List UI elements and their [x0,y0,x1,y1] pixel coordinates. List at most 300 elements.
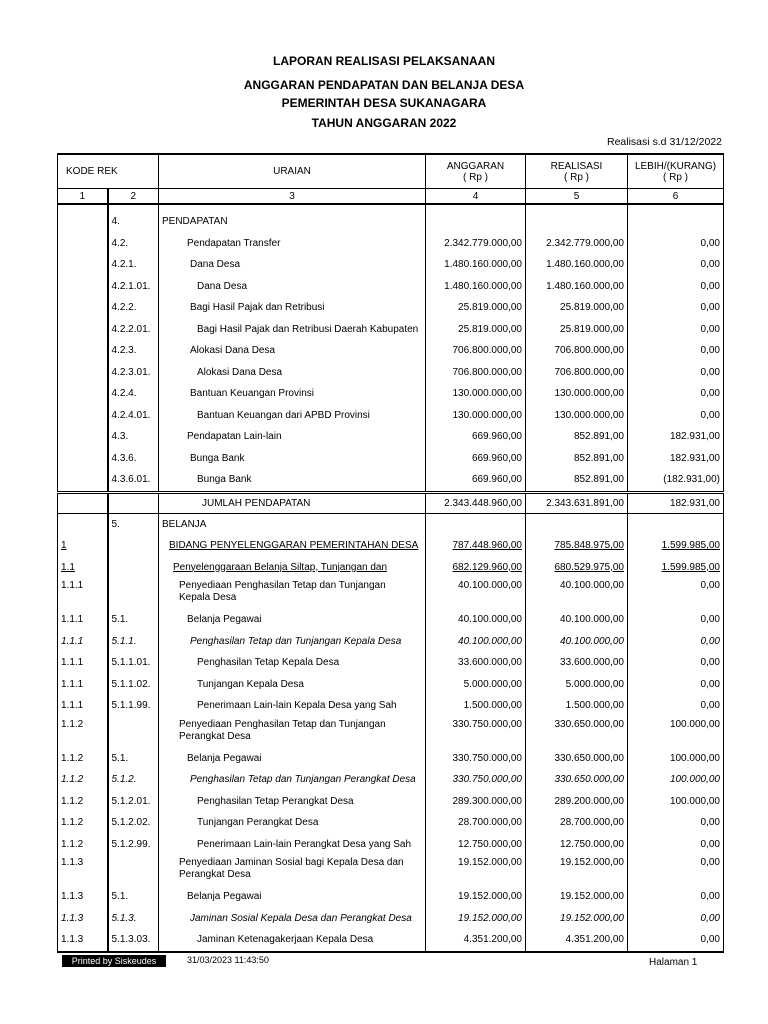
anggaran-text: 25.819.000,00 [458,302,522,314]
cell-kode-rek-1 [58,492,108,513]
kode-rek-2-text: 5.1.2.02. [111,817,151,829]
cell-anggaran [426,448,526,470]
cell-anggaran [426,695,526,717]
realisasi-text: 130.000.000,00 [554,388,624,400]
cell-kode-rek-2 [108,791,159,813]
cell-uraian [159,609,426,631]
cell-anggaran [426,855,526,886]
cell-realisasi [526,717,628,748]
anggaran-text: 130.000.000,00 [452,388,522,400]
cell-lebih-kurang [628,886,724,908]
header-kode-rek: KODE REK [58,154,159,189]
lebih-kurang-text: 100.000,00 [669,795,720,807]
cell-uraian [159,469,426,492]
realisasi-text: 25.819.000,00 [560,302,624,314]
uraian-text: PENDAPATAN [162,216,228,228]
cell-anggaran [426,340,526,362]
kode-rek-2-text: 4.3.6. [111,452,137,464]
cell-kode-rek-2 [108,204,159,233]
kode-rek-2-text: 5.1.2. [111,774,137,786]
anggaran-text: 5.000.000,00 [463,678,522,690]
cell-kode-rek-2 [108,717,159,748]
cell-uraian [159,448,426,470]
cell-realisasi [526,886,628,908]
cell-anggaran [426,254,526,276]
cell-kode-rek-1 [58,812,108,834]
cell-realisasi [526,855,628,886]
anggaran-text: 19.152.000,00 [458,891,522,903]
lebih-kurang-text: 0,00 [700,817,720,829]
realisasi-text: 1.480.160.000,00 [546,280,624,292]
cell-lebih-kurang [628,908,724,930]
anggaran-text: 25.819.000,00 [458,323,522,335]
lebih-kurang-text: 0,00 [700,259,720,271]
realisasi-text: 852.891,00 [573,431,624,443]
table-row [58,362,724,384]
lebih-kurang-text: 182.931,00 [669,452,720,464]
cell-realisasi [526,834,628,856]
table-row [58,717,724,748]
cell-kode-rek-1 [58,791,108,813]
cell-kode-rek-2 [108,405,159,427]
cell-lebih-kurang [628,769,724,791]
lebih-kurang-text: 0,00 [700,934,720,946]
uraian-text: Alokasi Dana Desa [190,345,276,357]
printed-by-label: Printed by Siskeudes [62,955,166,967]
cell-anggaran [426,492,526,513]
kode-rek-1-text: 1.1 [61,561,75,573]
kode-rek-2-text: 4.2. [111,237,129,249]
cell-kode-rek-2 [108,469,159,492]
header-realisasi-label: REALISASI [550,160,603,172]
cell-kode-rek-2 [108,578,159,609]
kode-rek-2-text: 4.3.6.01. [111,474,151,486]
col-num-3: 3 [159,189,426,205]
anggaran-text: 787.448.960,00 [452,540,522,552]
col-num-5: 5 [526,189,628,205]
cell-anggaran [426,717,526,748]
uraian-text: Bunga Bank [197,474,252,486]
cell-lebih-kurang [628,717,724,748]
print-datetime: 31/03/2023 11:43:50 [187,955,269,965]
cell-lebih-kurang [628,652,724,674]
cell-kode-rek-2 [108,233,159,255]
anggaran-text: 1.480.160.000,00 [444,280,522,292]
cell-kode-rek-1 [58,362,108,384]
uraian-text: Dana Desa [190,259,241,271]
kode-rek-1-text: 1.1.2 [61,795,84,807]
table-row [58,578,724,609]
cell-uraian [159,695,426,717]
cell-lebih-kurang [628,448,724,470]
cell-uraian [159,276,426,298]
kode-rek-1-text: 1.1.1 [61,700,84,712]
anggaran-text: 706.800.000,00 [452,366,522,378]
cell-realisasi [526,535,628,557]
kode-rek-2-text: 5.1.1.02. [111,678,151,690]
kode-rek-1-text: 1.1.3 [61,934,84,946]
cell-realisasi [526,578,628,609]
uraian-text: Penyediaan Penghasilan Tetap dan Tunjangan Kepala Desa [179,580,386,603]
cell-lebih-kurang [628,812,724,834]
cell-kode-rek-2 [108,276,159,298]
kode-rek-1-text: 1.1.2 [61,817,84,829]
cell-kode-rek-1 [58,276,108,298]
cell-realisasi [526,908,628,930]
cell-realisasi [526,233,628,255]
kode-rek-2-text: 5.1.2.99. [111,838,151,850]
cell-kode-rek-2 [108,695,159,717]
report-table [57,153,724,953]
cell-kode-rek-2 [108,426,159,448]
realisasi-text: 40.100.000,00 [560,580,624,591]
cell-anggaran [426,297,526,319]
realisasi-text: 2.343.631.891,00 [546,497,624,509]
realisasi-text: 25.819.000,00 [560,323,624,335]
cell-realisasi [526,297,628,319]
uraian-text: Belanja Pegawai [187,614,262,626]
cell-kode-rek-1 [58,929,108,952]
cell-uraian [159,834,426,856]
cell-kode-rek-2 [108,652,159,674]
uraian-text: Penghasilan Tetap Kepala Desa [197,657,340,669]
cell-realisasi [526,674,628,696]
anggaran-text: 12.750.000,00 [458,838,522,850]
cell-kode-rek-2 [108,929,159,952]
report-title-2: ANGGARAN PENDAPATAN DAN BELANJA DESA [243,78,525,92]
table-row [58,319,724,341]
cell-kode-rek-2 [108,383,159,405]
cell-realisasi [526,609,628,631]
realisasi-text: 33.600.000,00 [560,657,624,669]
cell-lebih-kurang [628,254,724,276]
cell-anggaran [426,748,526,770]
kode-rek-2-text: 4.2.4. [111,388,137,400]
realisasi-text: 4.351.200,00 [565,934,624,946]
cell-lebih-kurang [628,297,724,319]
cell-realisasi [526,254,628,276]
cell-anggaran [426,362,526,384]
cell-kode-rek-2 [108,535,159,557]
cell-kode-rek-1 [58,834,108,856]
lebih-kurang-text: 1.599.985,00 [661,540,720,552]
page-number: Halaman 1 [649,957,698,968]
cell-kode-rek-2 [108,674,159,696]
cell-lebih-kurang [628,791,724,813]
realisasi-text: 785.848.975,00 [554,540,624,552]
cell-kode-rek-1 [58,254,108,276]
table-row [58,254,724,276]
cell-kode-rek-1 [58,383,108,405]
kode-rek-1-text: 1.1.2 [61,752,84,764]
cell-kode-rek-1 [58,340,108,362]
kode-rek-2-text: 4.2.4.01. [111,409,151,421]
cell-realisasi [526,631,628,653]
uraian-text: Penerimaan Lain-lain Perangkat Desa yang Sah [197,838,412,850]
cell-kode-rek-2 [108,362,159,384]
table-row [58,812,724,834]
cell-kode-rek-2 [108,834,159,856]
cell-anggaran [426,631,526,653]
cell-uraian [159,362,426,384]
anggaran-text: 2.342.779.000,00 [444,237,522,249]
cell-anggaran [426,535,526,557]
cell-realisasi [526,791,628,813]
cell-lebih-kurang [628,319,724,341]
anggaran-text: 682.129.960,00 [452,561,522,573]
cell-uraian [159,812,426,834]
kode-rek-2-text: 5. [111,518,120,530]
realisasi-text: 28.700.000,00 [560,817,624,829]
report-title-4: TAHUN ANGGARAN 2022 [311,116,457,130]
cell-anggaran [426,886,526,908]
realisasi-text: 1.500.000,00 [565,700,624,712]
report-title-3: PEMERINTAH DESA SUKANAGARA [281,96,487,110]
cell-uraian [159,791,426,813]
cell-kode-rek-1 [58,886,108,908]
header-anggaran [426,154,526,189]
uraian-text: Bantuan Keuangan Provinsi [190,388,314,400]
cell-lebih-kurang [628,929,724,952]
realisasi-text: 19.152.000,00 [560,891,624,903]
uraian-text: Bagi Hasil Pajak dan Retribusi [190,302,325,314]
lebih-kurang-text: 0,00 [700,280,720,292]
uraian-text: Penghasilan Tetap Perangkat Desa [197,795,354,807]
anggaran-text: 19.152.000,00 [458,857,522,868]
cell-anggaran [426,652,526,674]
anggaran-text: 330.750.000,00 [452,752,522,764]
cell-anggaran [426,319,526,341]
cell-anggaran [426,513,526,535]
cell-realisasi [526,748,628,770]
uraian-text: Bantuan Keuangan dari APBD Provinsi [197,409,370,421]
kode-rek-1-text: 1.1.1 [61,580,84,591]
cell-realisasi [526,426,628,448]
table-row [58,886,724,908]
anggaran-text: 130.000.000,00 [452,409,522,421]
anggaran-text: 669.960,00 [471,452,522,464]
header-anggaran-unit: ( Rp ) [463,171,488,183]
cell-anggaran [426,578,526,609]
anggaran-text: 4.351.200,00 [463,934,522,946]
cell-anggaran [426,791,526,813]
realisasi-text: 12.750.000,00 [560,838,624,850]
cell-kode-rek-1 [58,204,108,233]
cell-lebih-kurang [628,426,724,448]
kode-rek-2-text: 5.1. [111,752,129,764]
kode-rek-1-text: 1.1.3 [61,891,84,903]
header-uraian: URAIAN [159,154,426,189]
cell-lebih-kurang [628,204,724,233]
realisasi-text: 2.342.779.000,00 [546,237,624,249]
realisasi-text: 852.891,00 [573,474,624,486]
cell-anggaran [426,204,526,233]
lebih-kurang-text: 0,00 [700,635,720,647]
lebih-kurang-text: (182.931,00) [663,474,720,486]
cell-lebih-kurang [628,492,724,513]
kode-rek-2-text: 4.2.1.01. [111,280,151,292]
header-lebih-label: LEBIH/(KURANG) [634,160,717,172]
cell-uraian [159,908,426,930]
uraian-text: Alokasi Dana Desa [197,366,283,378]
anggaran-text: 330.750.000,00 [452,718,522,730]
cell-uraian [159,652,426,674]
kode-rek-2-text: 4.2.3. [111,345,137,357]
table-row [58,340,724,362]
uraian-text: Dana Desa [197,280,248,292]
cell-kode-rek-2 [108,448,159,470]
cell-anggaran [426,812,526,834]
cell-realisasi [526,929,628,952]
cell-kode-rek-1 [58,631,108,653]
cell-kode-rek-1 [58,233,108,255]
table-row [58,791,724,813]
realisasi-text: 680.529.975,00 [554,561,624,573]
cell-kode-rek-1 [58,578,108,609]
realisasi-text: 1.480.160.000,00 [546,259,624,271]
kode-rek-2-text: 4.2.3.01. [111,366,151,378]
cell-realisasi [526,812,628,834]
table-row [58,383,724,405]
cell-lebih-kurang [628,631,724,653]
kode-rek-2-text: 4. [111,216,120,228]
lebih-kurang-text: 0,00 [700,302,720,314]
cell-kode-rek-1 [58,426,108,448]
kode-rek-1-text: 1.1.2 [61,774,84,786]
cell-anggaran [426,609,526,631]
kode-rek-2-text: 5.1.1.99. [111,700,151,712]
realisasi-text: 5.000.000,00 [565,678,624,690]
cell-kode-rek-1 [58,717,108,748]
cell-kode-rek-2 [108,855,159,886]
realisasi-date: Realisasi s.d 31/12/2022 [607,136,722,148]
cell-lebih-kurang [628,469,724,492]
cell-uraian [159,340,426,362]
cell-lebih-kurang [628,513,724,535]
cell-uraian [159,717,426,748]
header-anggaran-label: ANGGARAN [446,160,505,172]
cell-uraian [159,297,426,319]
cell-realisasi [526,652,628,674]
cell-realisasi [526,319,628,341]
realisasi-text: 40.100.000,00 [560,614,624,626]
uraian-text: Penyelenggaraan Belanja Siltap, Tunjangan dan [173,561,388,573]
anggaran-text: 40.100.000,00 [458,614,522,626]
table-row [58,674,724,696]
anggaran-text: 669.960,00 [471,431,522,443]
cell-lebih-kurang [628,340,724,362]
kode-rek-2-text: 5.1. [111,891,129,903]
lebih-kurang-text: 0,00 [700,912,720,924]
cell-kode-rek-1 [58,513,108,535]
cell-uraian [159,233,426,255]
cell-kode-rek-1 [58,535,108,557]
table-row [58,631,724,653]
kode-rek-2-text: 5.1.3.03. [111,934,151,946]
header-realisasi [526,154,628,189]
table-row [58,929,724,952]
cell-kode-rek-1 [58,297,108,319]
cell-lebih-kurang [628,674,724,696]
uraian-text: Belanja Pegawai [187,752,262,764]
cell-realisasi [526,695,628,717]
uraian-text: Tunjangan Kepala Desa [197,678,304,690]
cell-anggaran [426,834,526,856]
kode-rek-1-text: 1.1.3 [61,912,84,924]
cell-uraian [159,557,426,579]
cell-anggaran [426,469,526,492]
table-row [58,204,724,233]
cell-uraian [159,578,426,609]
cell-kode-rek-1 [58,469,108,492]
anggaran-text: 330.750.000,00 [452,774,522,786]
lebih-kurang-text: 0,00 [700,388,720,400]
kode-rek-2-text: 5.1.1.01. [111,657,151,669]
anggaran-text: 289.300.000,00 [452,795,522,807]
lebih-kurang-text: 100.000,00 [669,774,720,786]
cell-uraian [159,929,426,952]
cell-kode-rek-2 [108,254,159,276]
kode-rek-2-text: 5.1.1. [111,635,137,647]
cell-kode-rek-1 [58,908,108,930]
uraian-text: Penghasilan Tetap dan Tunjangan Perangkat Desa [190,774,416,786]
cell-realisasi [526,469,628,492]
lebih-kurang-text: 0,00 [700,580,720,591]
lebih-kurang-text: 0,00 [700,366,720,378]
lebih-kurang-text: 0,00 [700,614,720,626]
cell-realisasi [526,448,628,470]
table-row [58,426,724,448]
cell-realisasi [526,513,628,535]
cell-kode-rek-1 [58,609,108,631]
cell-kode-rek-2 [108,609,159,631]
realisasi-text: 330.650.000,00 [554,774,624,786]
anggaran-text: 40.100.000,00 [458,635,522,647]
anggaran-text: 2.343.448.960,00 [444,497,522,509]
uraian-text: Pendapatan Lain-lain [187,431,282,443]
cell-kode-rek-1 [58,695,108,717]
cell-realisasi [526,383,628,405]
uraian-text: Penghasilan Tetap dan Tunjangan Kepala Desa [190,635,402,647]
table-row [58,233,724,255]
cell-lebih-kurang [628,405,724,427]
realisasi-text: 40.100.000,00 [560,635,624,647]
cell-kode-rek-1 [58,674,108,696]
lebih-kurang-text: 0,00 [700,657,720,669]
header-realisasi-unit: ( Rp ) [564,171,589,183]
cell-uraian [159,535,426,557]
uraian-text: JUMLAH PENDAPATAN [202,497,311,509]
table-row [58,469,724,492]
table-row [58,535,724,557]
table-row [58,609,724,631]
cell-kode-rek-2 [108,297,159,319]
anggaran-text: 1.480.160.000,00 [444,259,522,271]
lebih-kurang-text: 100.000,00 [669,752,720,764]
kode-rek-2-text: 5.1. [111,614,129,626]
cell-uraian [159,769,426,791]
cell-kode-rek-2 [108,886,159,908]
kode-rek-1-text: 1.1.1 [61,657,84,669]
cell-uraian [159,405,426,427]
lebih-kurang-text: 0,00 [700,857,720,868]
cell-uraian [159,254,426,276]
table-row [58,652,724,674]
table-row [58,297,724,319]
uraian-text: Tunjangan Perangkat Desa [197,817,319,829]
cell-lebih-kurang [628,362,724,384]
cell-kode-rek-2 [108,319,159,341]
